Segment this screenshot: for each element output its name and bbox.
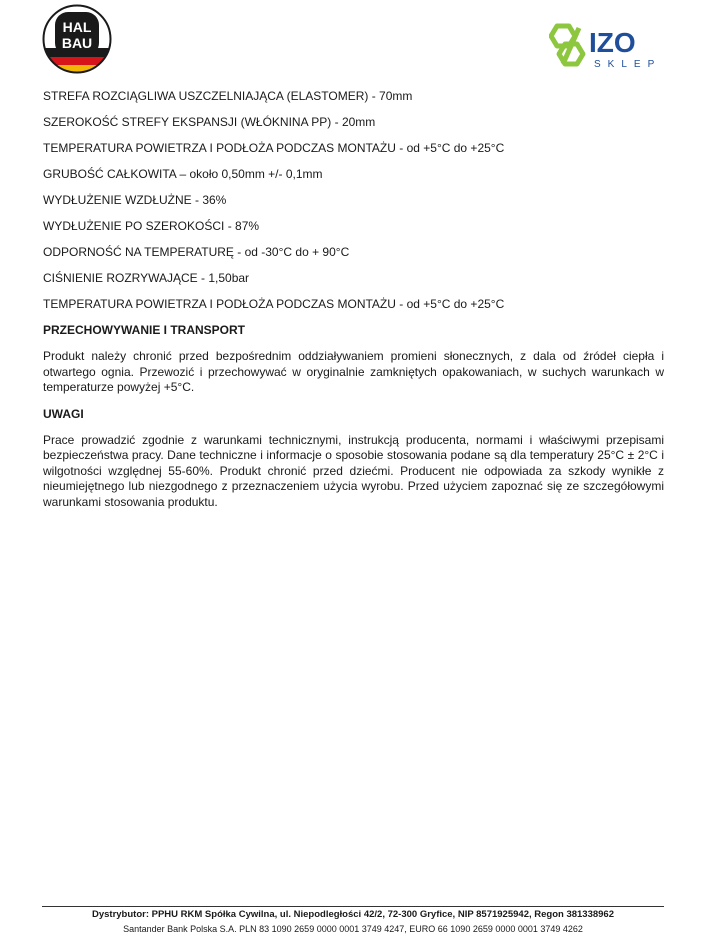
spec-line: CIŚNIENIE ROZRYWAJĄCE - 1,50bar: [43, 271, 250, 285]
footer-distributor: Dystrybutor: PPHU RKM Spółka Cywilna, ul. Niepodległości 42/2, 72-300 Gryfice, NIP 8571925942, Regon 381338962: [91, 909, 614, 920]
spec-line: TEMPERATURA POWIETRZA I PODŁOŻA PODCZAS MONTAŻU - od +5°C do +25°C: [43, 141, 505, 155]
halbau-logo: [42, 4, 112, 74]
spec-line: SZEROKOŚĆ STREFY EKSPANSJI (WŁÓKNINA PP) - 20mm: [43, 115, 376, 129]
section-text-notes: Prace prowadzić zgodnie z warunkami technicznymi, instrukcją producenta, normami i właściwymi przepisami bezpieczeństwa pracy. Dane techniczne i informacje o sposobie stosowania podane są dla temperatury 25°C ± 2°C i wilgotności względnej 55-60%. Produkt chronić przed dziećmi. Producent nie odpowiada za szkody wynikłe z nieumiejętnego lub niezgodnego z przeznaczeniem użycia wyrobu. Przed użyciem zapoznać się ze szczegółowymi warunkami stosowania produktu.: [43, 432, 664, 509]
spec-line: WYDŁUŻENIE PO SZEROKOŚCI - 87%: [43, 219, 260, 233]
section-heading-notes: UWAGI: [43, 406, 84, 421]
footer-divider: [42, 906, 664, 907]
spec-line: ODPORNOŚĆ NA TEMPERATURĘ - od -30°C do + 90°C: [43, 245, 350, 259]
spec-line: TEMPERATURA POWIETRZA I PODŁOŻA PODCZAS MONTAŻU - od +5°C do +25°C: [43, 297, 505, 311]
halbau-text-bottom: BAU: [61, 35, 93, 51]
spec-line: GRUBOŚĆ CAŁKOWITA – około 0,50mm +/- 0,1mm: [43, 167, 323, 181]
spec-line: STREFA ROZCIĄGLIWA USZCZELNIAJĄCA (ELASTOMER) - 70mm: [43, 89, 413, 103]
izo-sklep-logo: [549, 22, 661, 70]
document-body: [43, 89, 664, 521]
sklep-text: SKLEP: [594, 59, 661, 70]
section-text-storage: Produkt należy chronić przed bezpośrednim oddziaływaniem promieni słonecznych, z dala od źródeł ciepła i otwartego ognia. Przewozić i przechowywać w oryginalnie zamkniętych opakowaniach, w suchych warunkach w temperaturze powyżej +5°C.: [43, 349, 664, 394]
halbau-text-top: HAL: [62, 19, 92, 35]
footer-bank: Santander Bank Polska S.A. PLN 83 1090 2659 0000 0001 3749 4247, EURO 66 1090 2659 0000 0001 3749 4262: [123, 924, 583, 934]
section-heading-storage: PRZECHOWYWANIE I TRANSPORT: [43, 323, 246, 337]
izo-text: IZO: [589, 27, 636, 58]
spec-line: WYDŁUŻENIE WZDŁUŻNE - 36%: [43, 193, 227, 207]
